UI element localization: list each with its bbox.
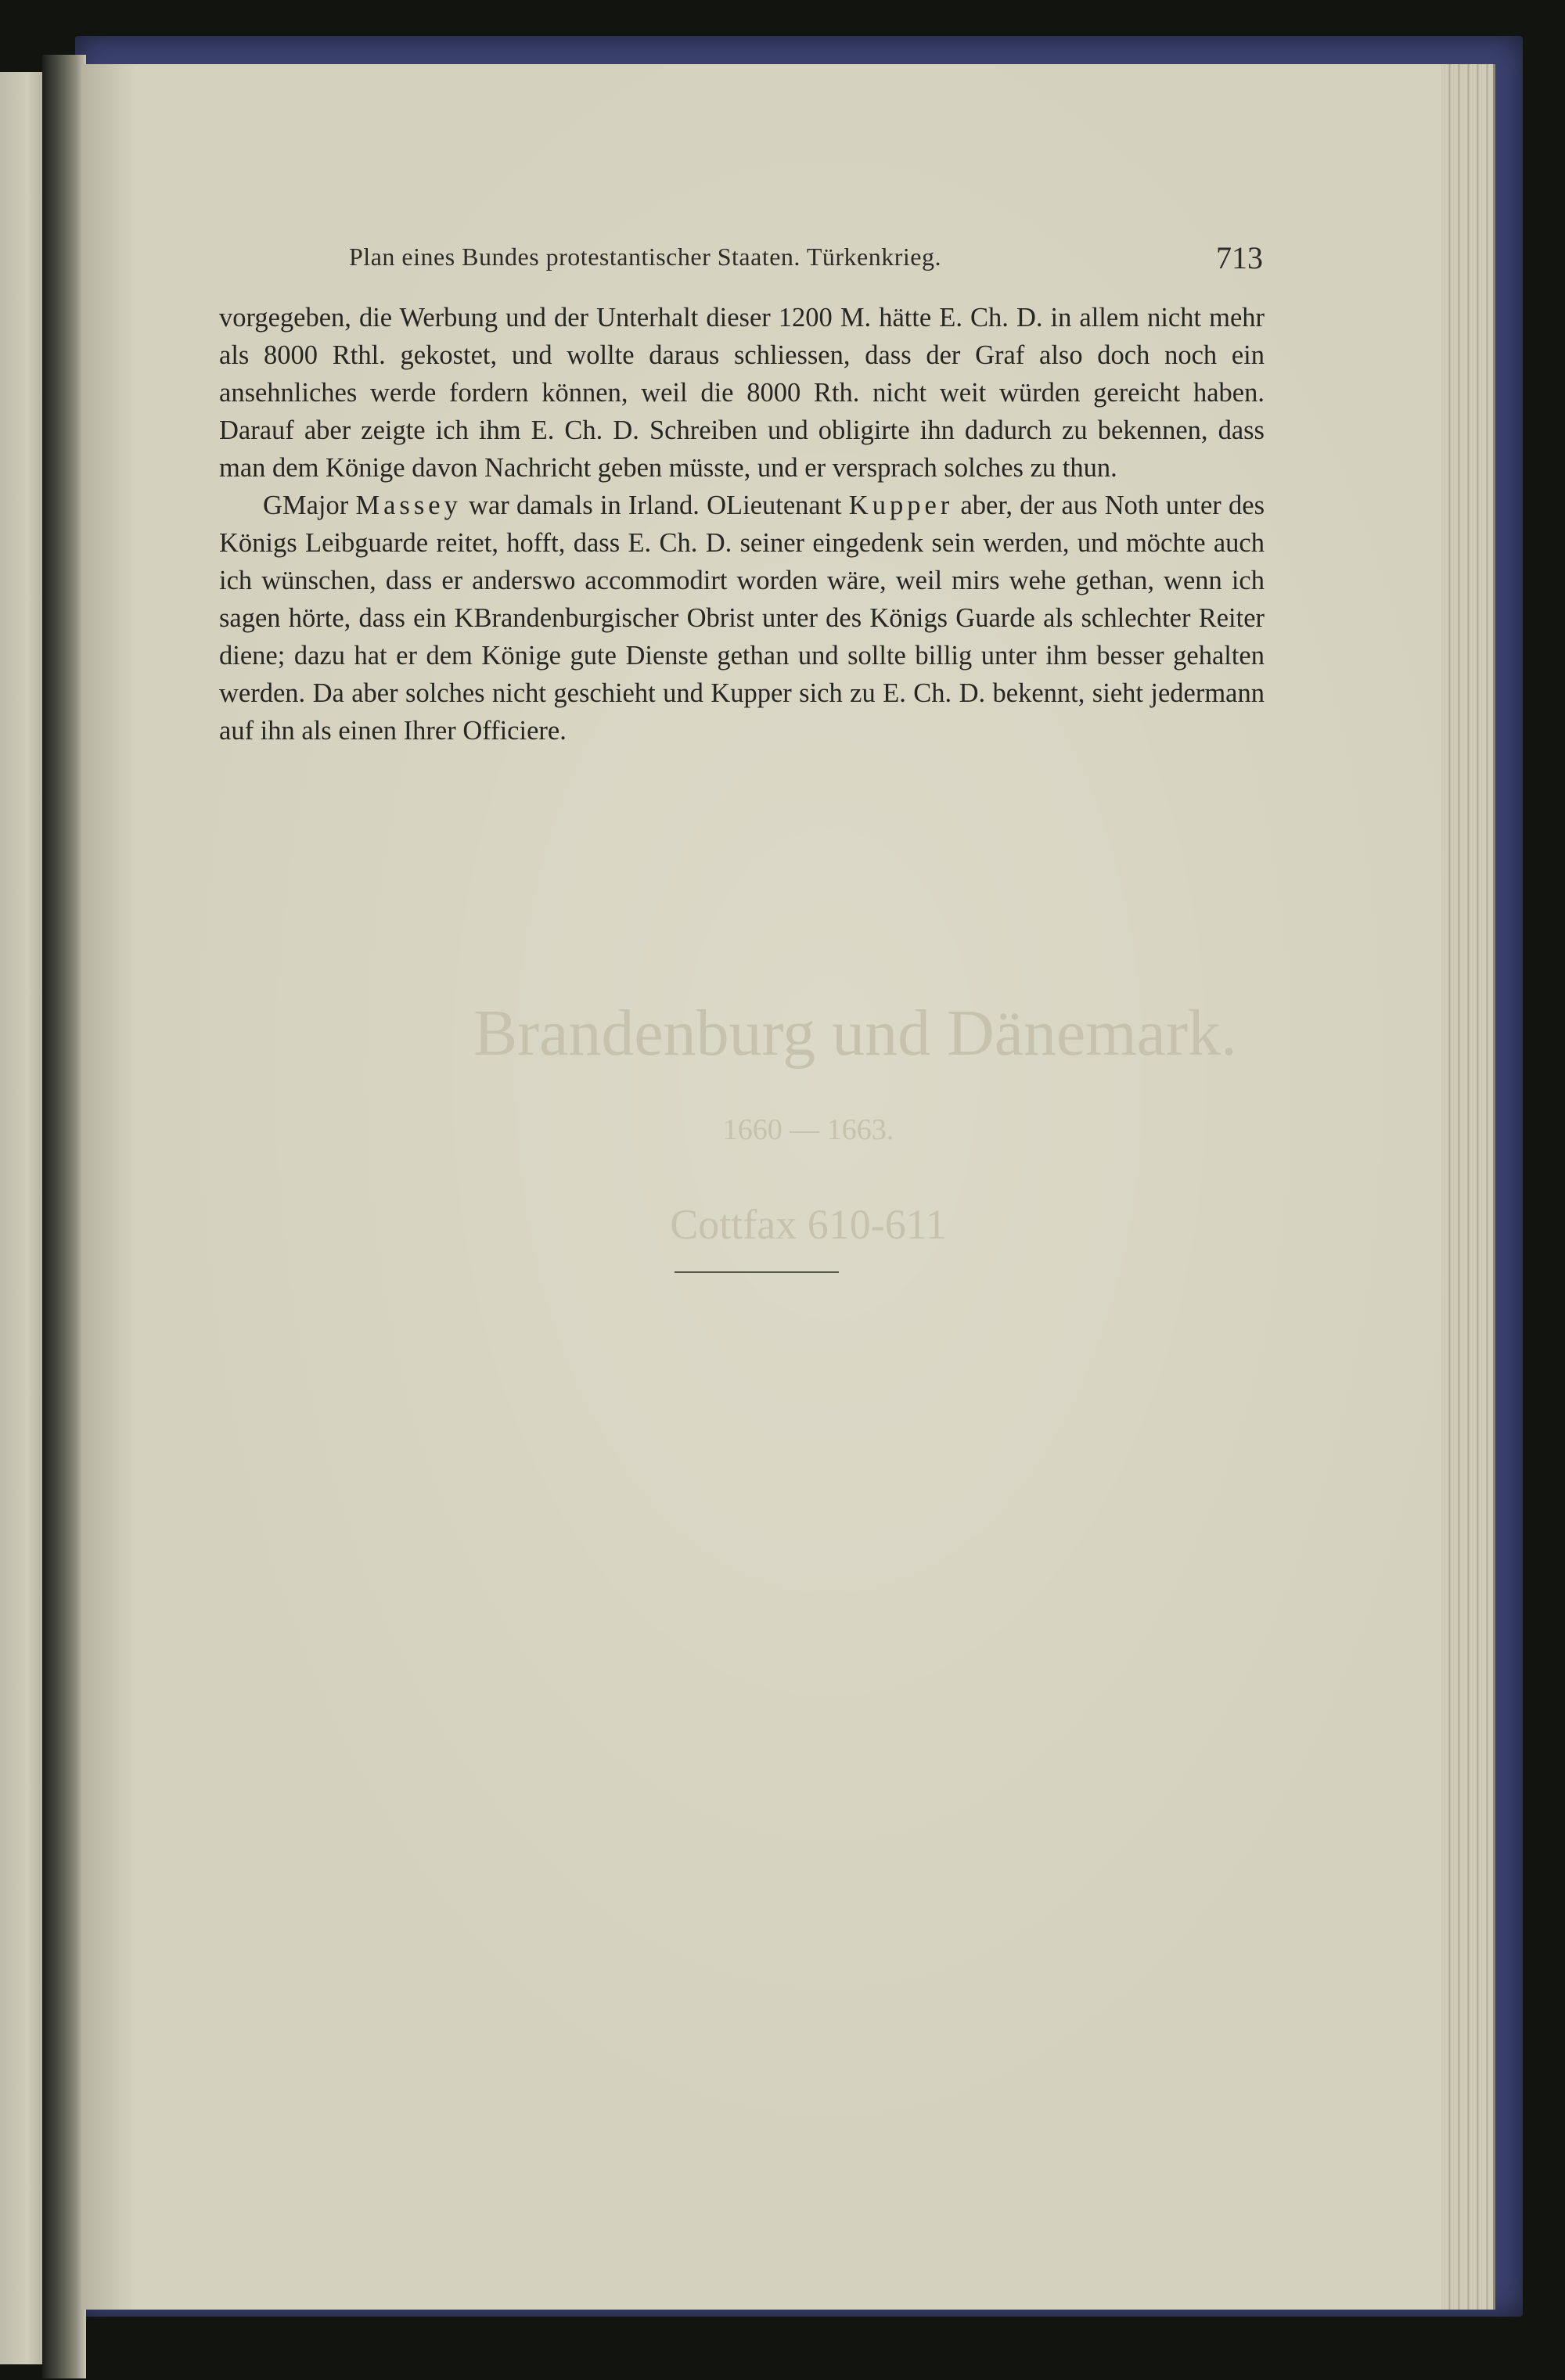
- previous-page-edge: [0, 72, 45, 2364]
- paragraph-2-part-3: aber, der aus Noth unter des Königs Leibguarde reitet, hofft, dass E. Ch. D. seiner eingedenk sein werden, und möchte auch ich wünschen, dass er anderswo accommodirt worden wäre, weil mirs wehe gethan, wenn ich sagen hörte, dass ein KBrandenburgischer Obrist unter des Königs Guarde als schlechter Reiter diene; dazu hat er dem Könige gute Dienste gethan und sollte billig unter ihm besser gehalten werden. Da aber solches nicht geschieht und Kupper sich zu E. Ch. D. bekennt, sieht jedermann auf ihn als einen Ihrer Officiere.: [219, 491, 1265, 746]
- show-through-subtitle: Cottfax 610-611: [670, 1201, 947, 1248]
- running-head: [266, 240, 1263, 277]
- paragraph-2-part-2: war damals in Irland. OLieutenant: [461, 491, 849, 520]
- paragraph-2-part-1: GMajor: [263, 491, 356, 520]
- page-number: 713: [1216, 240, 1263, 275]
- book-gutter: [42, 55, 86, 2378]
- body-text: [219, 299, 1265, 750]
- paragraph-1: vorgegeben, die Werbung und der Unterhalt dieser 1200 M. hätte E. Ch. D. in allem nicht mehr als 8000 Rthl. gekostet, und wollte daraus schliessen, dass der Graf also doch noch ein ansehnliches werde fordern können, weil die 8000 Rth. nicht weit würden gereicht haben. Darauf aber zeigte ich ihm E. Ch. D. Schreiben und obligirte ihn dadurch zu bekennen, dass man dem Könige davon Nachricht geben müsste, und er versprach solches zu thun.: [219, 303, 1265, 483]
- show-through-heading: Brandenburg und Dänemark.: [473, 997, 1237, 1070]
- section-end-rule: [675, 1271, 839, 1273]
- running-title: Plan eines Bundes protestantischer Staaten. Türkenkrieg.: [349, 243, 941, 271]
- paragraph-2: [219, 487, 1265, 750]
- show-through-years: 1660 — 1663.: [722, 1113, 894, 1146]
- name-kupper: Kupper: [848, 491, 954, 520]
- book-page: [81, 64, 1441, 2310]
- name-massey: Massey: [355, 491, 462, 520]
